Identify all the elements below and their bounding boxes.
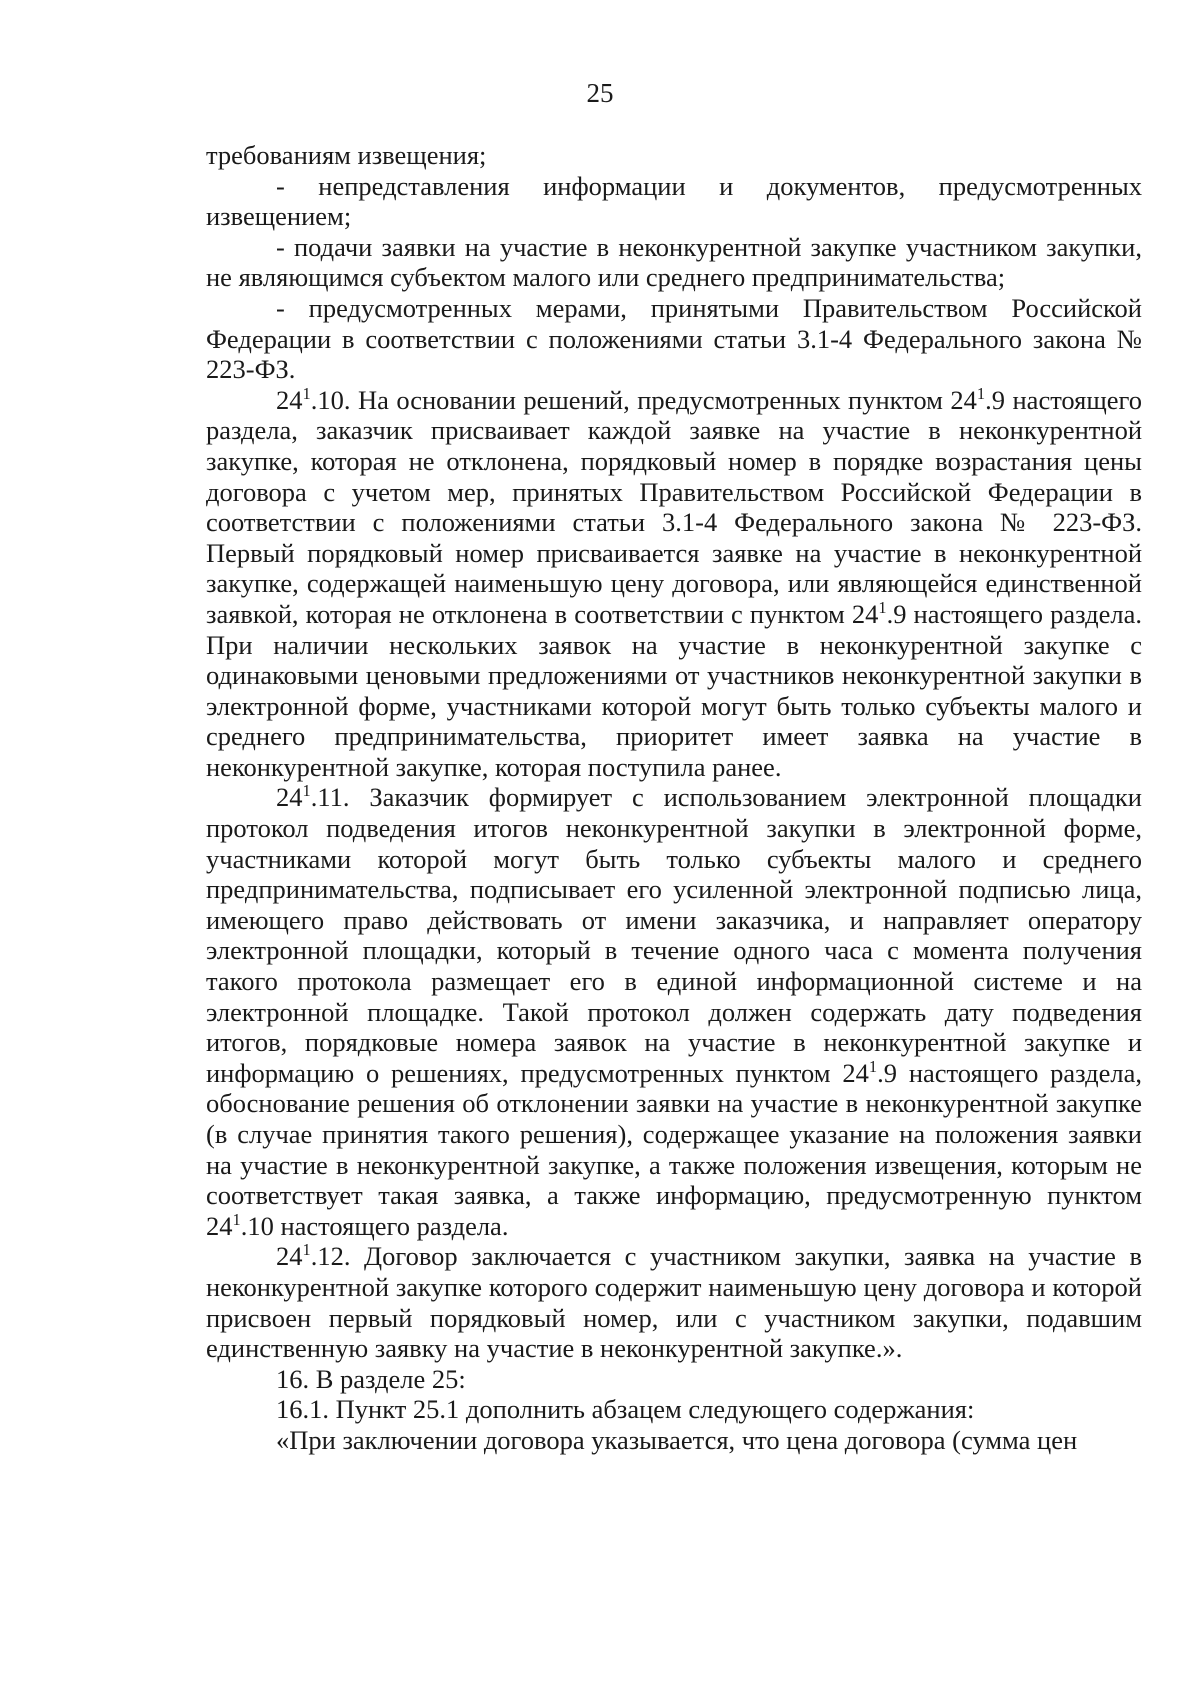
page-number: 25 [586, 78, 614, 108]
superscript: 1 [302, 1240, 311, 1260]
paragraph [206, 782, 1142, 1241]
text-run: - предусмотренных мерами, принятыми Правительством Российской Федерации в соответствии с положениями статьи 3.1-4 Федерального закона № 223-ФЗ. [206, 292, 1142, 385]
text-run: .9 настоящего раздела, обоснование решения об отклонении заявки на участие в неконкурентной закупке (в случае принятия такого решения), содержащее указание на положения заявки на участие в неконкурентной закупке, а также положения извещения, которым не соответствует такая заявка, а также информацию, предусмотренную пунктом 24 [206, 1057, 1143, 1241]
text-run: - непредставления информации и документов, предусмотренных извещением; [206, 170, 1142, 232]
paragraph [206, 1241, 1142, 1363]
text-run: .9 настоящего раздела. При наличии нескольких заявок на участие в неконкурентной закупке с одинаковыми ценовыми предложениями от участников неконкурентной закупки в электронной форме, участниками которой могут быть только субъекты малого и среднего предпринимательства, приоритет имеет заявка на участие в неконкурентной закупке, которая поступила ранее. [206, 598, 1142, 782]
paragraph [206, 1425, 1142, 1456]
text-run: - подачи заявки на участие в неконкурентной закупке участником закупки, не являющимся субъектом малого или среднего предпринимательства; [206, 231, 1142, 293]
paragraph [206, 1394, 1142, 1425]
superscript: 1 [232, 1209, 241, 1229]
text-run: «При заключении договора указывается, что цена договора (сумма цен [276, 1424, 1078, 1455]
paragraph [206, 293, 1142, 385]
superscript: 1 [302, 383, 311, 403]
superscript: 1 [976, 383, 986, 403]
text-run: 24 [276, 782, 303, 813]
text-run: 24 [276, 384, 303, 415]
text-run: .9 настоящего раздела, заказчик присваивает каждой заявке на участие в неконкурентной закупке, которая не отклонена, порядковый номер в порядке возрастания цены договора с учетом мер, принятых Правительством Российской Федерации в соответствии с положениями статьи 3.1-4 Федерального закона № 223-ФЗ. Первый порядковый номер присваивается заявке на участие в неконкурентной закупке, содержащей наименьшую цену договора, или являющейся единственной заявкой, которая не отклонена в соответствии с пунктом 24 [206, 384, 1142, 629]
text-run: .10 настоящего раздела. [240, 1210, 509, 1241]
paragraph [206, 1364, 1142, 1395]
document-body [206, 140, 1142, 1456]
superscript: 1 [868, 1056, 878, 1076]
paragraph [206, 171, 1142, 232]
text-run: .11. Заказчик формирует с использованием электронной площадки протокол подведения итогов неконкурентной закупки в электронной форме, участниками которой могут быть только субъекты малого и среднего предпринимательства, подписывает его усиленной электронной подписью лица, имеющего право действовать от имени заказчика, и направляет оператору электронной площадки, который в течение одного часа с момента получения такого протокола размещает его в единой информационной системе и на электронной площадке. Такой протокол должен содержать дату подведения итогов, порядковые номера заявок на участие в неконкурентной закупке и информацию о решениях, предусмотренных пунктом 24 [206, 782, 1142, 1088]
text-run: 16.1. Пункт 25.1 дополнить абзацем следующего содержания: [276, 1394, 975, 1425]
paragraph [206, 385, 1142, 783]
paragraph [206, 140, 1142, 171]
superscript: 1 [878, 597, 887, 617]
text-run: 24 [276, 1241, 303, 1272]
text-run: .12. Договор заключается с участником закупки, заявка на участие в неконкурентной закупке которого содержит наименьшую цену договора и которой присвоен первый порядковый номер, или с участником закупки, подавшим единственную заявку на участие в неконкурентной закупке.». [206, 1241, 1142, 1364]
superscript: 1 [302, 781, 311, 801]
paragraph [206, 232, 1142, 293]
text-run: 16. В разделе 25: [276, 1363, 466, 1394]
text-run: .10. На основании решений, предусмотренных пунктом 24 [310, 384, 977, 415]
text-run: требованиям извещения; [206, 140, 487, 170]
